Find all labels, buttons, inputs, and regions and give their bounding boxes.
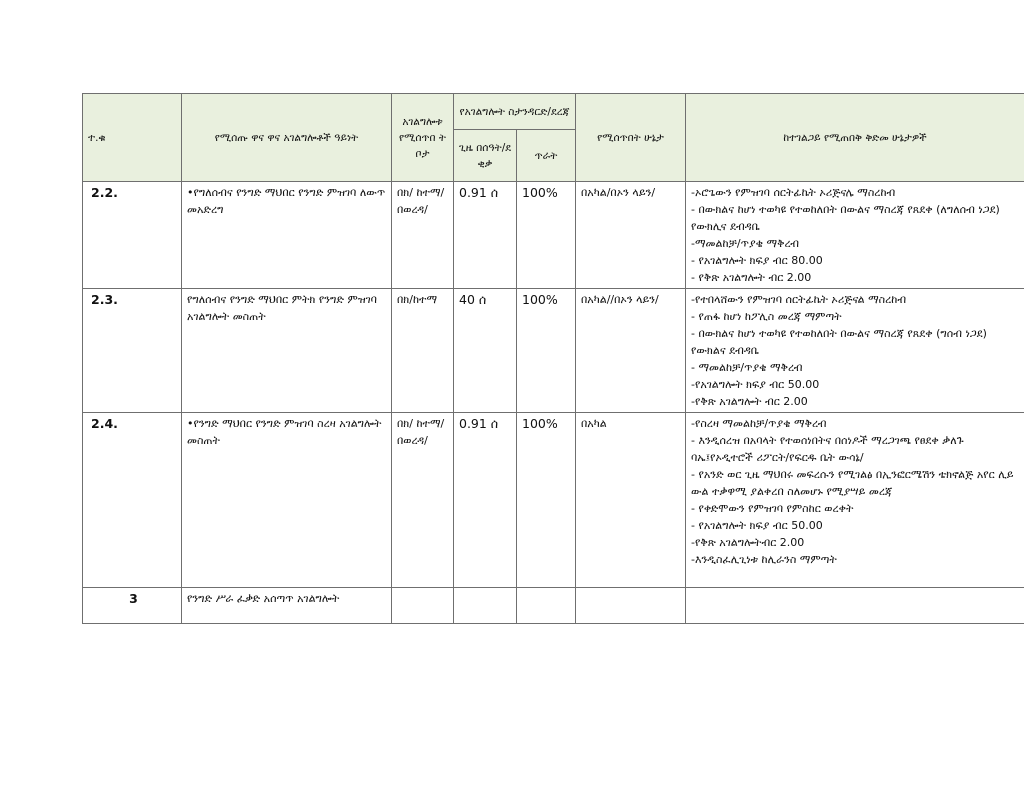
row-time: [454, 588, 517, 624]
table-row: [83, 289, 1024, 413]
prerequisite-item: - በውክልና ከሆነ ተወካዩ የተወከለበት በውልና ማስረጃ የጸደቀ (ግሰብ ነጋደ) የውክልና ደብዳቤ: [691, 327, 987, 357]
row-location: በክ/ ከተማ/ በወረዳ/: [392, 182, 454, 289]
prerequisite-item: - የአገልግሎት ክፍያ ብር 80.00: [691, 254, 823, 267]
row-quality: [517, 588, 576, 624]
prerequisite-item: - በውክልና ከሆነ ተወካዩ የተወከለበት በውልና ማስረጃ የጸደቀ (ለግለሰብ ነጋደ) የውክሊና ደብዳቤ: [691, 203, 1000, 233]
row-location: [392, 588, 454, 624]
row-number: 3: [83, 588, 182, 624]
prerequisite-item: -ማመልከቻ/ጥያቄ ማቅረብ: [691, 237, 800, 250]
prerequisite-item: -የቅጽ አገልግሎት ብር 2.00: [691, 395, 808, 408]
prerequisite-item: - የቀድሞውን የምዝገባ የምስከር ወረቀት: [691, 502, 854, 515]
header-service-type: የሚሰጡ ዋና ዋና አገልግሎቶች ዓይነት: [182, 94, 392, 182]
prerequisite-item: - ማመልከቻ/ጥያቄ ማቅረብ: [691, 361, 803, 374]
table-row: [83, 588, 1024, 624]
row-location: በክ/ ከተማ/ በወረዳ/: [392, 413, 454, 588]
row-prerequisites: [686, 588, 1024, 624]
prerequisite-item: - እንዲሰረዝ በአባላት የተወሰነበትና በሰነዶች ማረጋገጫ የፀደቀ ቃለጉ ባኤ፤የኦዲተሮች ሪፖርት/የፍርዱ ቤት ውሳኔ/: [691, 434, 964, 464]
row-quality: 100%: [517, 289, 576, 413]
row-prerequisites: [686, 289, 1024, 413]
row-time: 0.91 ሰ: [454, 182, 517, 289]
prerequisite-item: -የአገልግሎት ክፍያ ብር 50.00: [691, 378, 820, 391]
row-prerequisites: [686, 182, 1024, 289]
row-number: 2.4.: [83, 413, 182, 588]
header-standard: የአገልግሎት ስታንዳርድ/ደረጃ: [454, 94, 576, 130]
services-table: [82, 93, 1024, 624]
prerequisite-item: -የተበላሸውን የምዝገባ ሰርትፊኬት ኦሪጅናል ማስረከብ: [691, 293, 907, 306]
prerequisite-item: -ኦሮጌውን የምዝገባ ሰርትፊኬት ኦሪጅናሌ ማስረከብ: [691, 186, 896, 199]
prerequisite-item: -የቅጽ አገልግሎትብር 2.00: [691, 536, 805, 549]
row-number: 2.2.: [83, 182, 182, 289]
prerequisite-item: -እንዲስፈሊጊነቱ ከሊራንስ ማምጣት: [691, 553, 837, 566]
prerequisite-item: - የቅጽ አገልግሎት ብር 2.00: [691, 271, 812, 284]
row-prerequisites: [686, 413, 1024, 588]
prerequisite-item: -የስረዛ ማመልከቻ/ጥያቄ ማቅረብ: [691, 417, 827, 430]
row-quality: 100%: [517, 413, 576, 588]
prerequisite-item: - የአንድ ወር ጊዜ ማህበሩ መፍረሱን የሚገልፅ በኢንፎርሜሽን ቴክኖልጅ አየር ሊይ ውል ተቃዋሚ ያልቀረበ ስለመሆኑ የሚያሣይ መረጃ: [691, 468, 1014, 498]
row-mode: [576, 588, 686, 624]
prerequisite-item: - የአገልግሎት ክፍያ ብር 50.00: [691, 519, 823, 532]
table-row: [83, 413, 1024, 588]
row-service: •የንግድ ማህበር የንግድ ምዝገባ ስረዛ አገልግሎት መስጠት: [182, 413, 392, 588]
header-quality: ጥራት: [517, 130, 576, 182]
row-location: በክ/ከተማ: [392, 289, 454, 413]
header-time: ጊዜ በሰዓት/ደ ቂቃ: [454, 130, 517, 182]
row-mode: በአካል/በኦን ላይን/: [576, 182, 686, 289]
header-mode: የሚሰጥበት ሁኔታ: [576, 94, 686, 182]
prerequisite-item: - የጠፋ ከሆነ ከፖሊስ መረጃ ማምጣት: [691, 310, 842, 323]
row-time: 40 ሰ: [454, 289, 517, 413]
row-number: 2.3.: [83, 289, 182, 413]
header-location: አገልግሎቱ የሚሰጥበ ት ቦታ: [392, 94, 454, 182]
table-row: [83, 182, 1024, 289]
header-no: ተ.ቁ: [83, 94, 182, 182]
row-quality: 100%: [517, 182, 576, 289]
row-service: የንግድ ሥራ ፈቃድ አሰጣጥ አገልግሎት: [182, 588, 392, 624]
row-time: 0.91 ሰ: [454, 413, 517, 588]
row-service: የግለሰብና የንግድ ማህበር ምትክ የንግድ ምዝገባ አገልግሎት መስጠት: [182, 289, 392, 413]
row-mode: በአካል: [576, 413, 686, 588]
header-prerequisites: ከተገልጋይ የሚጠበቅ ቅድመ ሁኔታዎች: [686, 94, 1024, 182]
row-mode: በአካል//በኦን ላይን/: [576, 289, 686, 413]
row-service: •የግለሰብና የንግድ ማህበር የንግድ ምዝገባ ለውጥ መአድረግ: [182, 182, 392, 289]
